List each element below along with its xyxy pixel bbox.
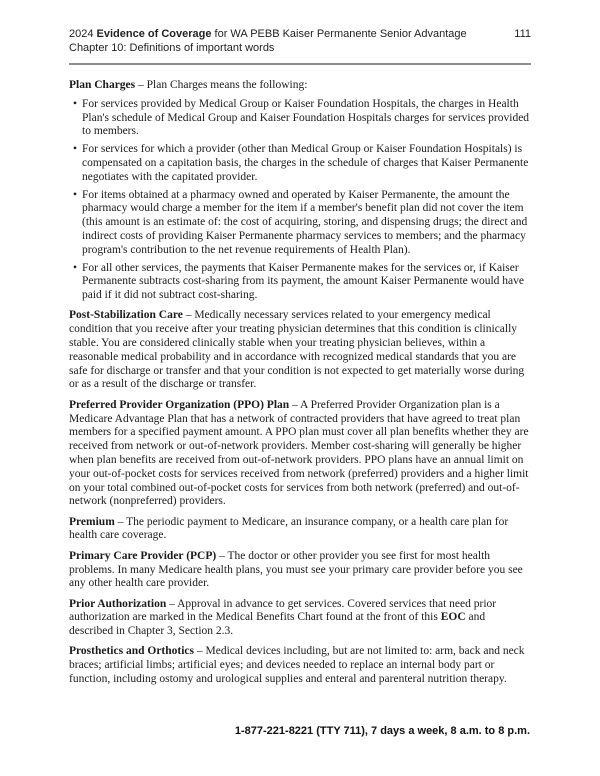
list-item [69, 143, 531, 184]
header-title-rest: for WA PEBB Kaiser Permanente Senior Advantage [211, 28, 467, 40]
document-body [69, 79, 531, 687]
definition-premium [69, 516, 531, 544]
plan-charges-bullet-list [69, 98, 531, 303]
definition-term: Prior Authorization [69, 597, 167, 610]
definition-post-stabilization-care [69, 309, 531, 392]
page-header [69, 28, 531, 55]
definition-text: – The doctor or other provider you see first for most health problems. In many Medicare health plans, you must see your primary care provider before you see any other health care provider. [69, 549, 523, 590]
definition-text: – Medically necessary services related to your emergency medical condition that you receive after your treating physician determines that this condition is clinically stable. You are considered clinically stable when your treating physician believes, within a reasonable medical probability and in accordance with recognized medical standards that you are safe for discharge or transfer and that your condition is not expected to get materially worse during or as a result of the discharge or transfer. [69, 309, 525, 391]
list-item [69, 189, 531, 258]
definition-term: Preferred Provider Organization (PPO) Plan [69, 398, 290, 411]
definition-text: and described in Chapter 3, Section 2.3. [69, 611, 486, 638]
bullet-icon: • [73, 261, 78, 274]
definition-prosthetics-orthotics [69, 645, 531, 686]
definition-term: Post-Stabilization Care [69, 309, 183, 322]
chapter-line: Chapter 10: Definitions of important words [69, 41, 275, 54]
definition-plan-charges [69, 79, 531, 93]
list-item-text: For services for which a provider (other than Medical Group or Kaiser Foundation Hospitals) is compensated on a capitation basis, the charges in the schedule of charges that Kaiser Permanente negotiates with the capitated provider. [82, 143, 529, 183]
inline-bold-eoc: EOC [440, 611, 466, 624]
header-year: 2024 [69, 28, 94, 40]
definition-ppo-plan [69, 399, 531, 509]
definition-primary-care-provider [69, 550, 531, 591]
bullet-icon: • [73, 97, 78, 110]
definition-term: Primary Care Provider (PCP) [69, 549, 217, 562]
definition-text: – The periodic payment to Medicare, an insurance company, or a health care plan for health care coverage. [69, 515, 509, 542]
footer-phone: 1-877-221-8221 (TTY 711), 7 days a week, 8 a.m. to 8 p.m. [234, 725, 530, 737]
bullet-icon: • [73, 188, 78, 201]
list-item-text: For services provided by Medical Group or Kaiser Foundation Hospitals, the charges in Health Plan's schedule of Medical Group and Kaiser Foundation Hospitals charges for services provided to members. [82, 97, 530, 138]
list-item-text: For items obtained at a pharmacy owned and operated by Kaiser Permanente, the amount the pharmacy would charge a member for the item if a member's benefit plan did not cover the item (this amount is an estimate of: the cost of acquiring, storing, and dispensing drugs; the direct and indirect costs of providing Kaiser Permanente pharmacy services to members; and the pharmacy program's contribution to the net revenue requirements of Health Plan). [82, 188, 528, 256]
definition-term: Prosthetics and Orthotics [69, 645, 195, 658]
list-item [69, 98, 531, 139]
definition-intro-plan-charges: – Plan Charges means the following: [135, 79, 308, 91]
definition-prior-authorization [69, 598, 531, 639]
page-number: 111 [514, 28, 531, 40]
page-footer [69, 725, 530, 737]
header-title [69, 28, 467, 42]
header-doc-name: Evidence of Coverage [96, 28, 212, 40]
bullet-icon: • [73, 143, 78, 156]
list-item-text: For all other services, the payments that Kaiser Permanente makes for the services or, if Kaiser Permanente subtracts cost-sharing from its payment, the amount Kaiser Permanente would have paid if it did not subtract cost-sharing. [82, 261, 524, 302]
definition-term: Premium [69, 515, 115, 528]
header-title-row [69, 28, 531, 42]
definition-text: – Medical devices including, but are not limited to: arm, back and neck braces; artificial limbs; artificial eyes; and devices needed to replace an internal body part or function, including ostomy and urological supplies and enteral and parenteral nutrition therapy. [69, 645, 525, 686]
list-item [69, 262, 531, 303]
header-divider [69, 63, 531, 65]
definition-term-plan-charges: Plan Charges [69, 79, 136, 91]
definition-text: – Approval in advance to get services. Covered services that need prior authorization are marked in the Medical Benefits Chart found at the front of this [69, 597, 497, 624]
definition-text: – A Preferred Provider Organization plan is a Medicare Advantage Plan that has a network of contracted providers that have agreed to treat plan members for a specified payment amount. A PPO plan must cover all plan benefits whether they are received from network or out-of-network providers. Member cost-sharing will generally be higher when plan benefits are received from out-of-network providers. PPO plans have an annual limit on your out-of-pocket costs for services received from network (preferred) providers and a higher limit on your total combined out-of-pocket costs for services from both network (preferred) and out-of-network (nonpreferred) providers. [69, 398, 529, 508]
